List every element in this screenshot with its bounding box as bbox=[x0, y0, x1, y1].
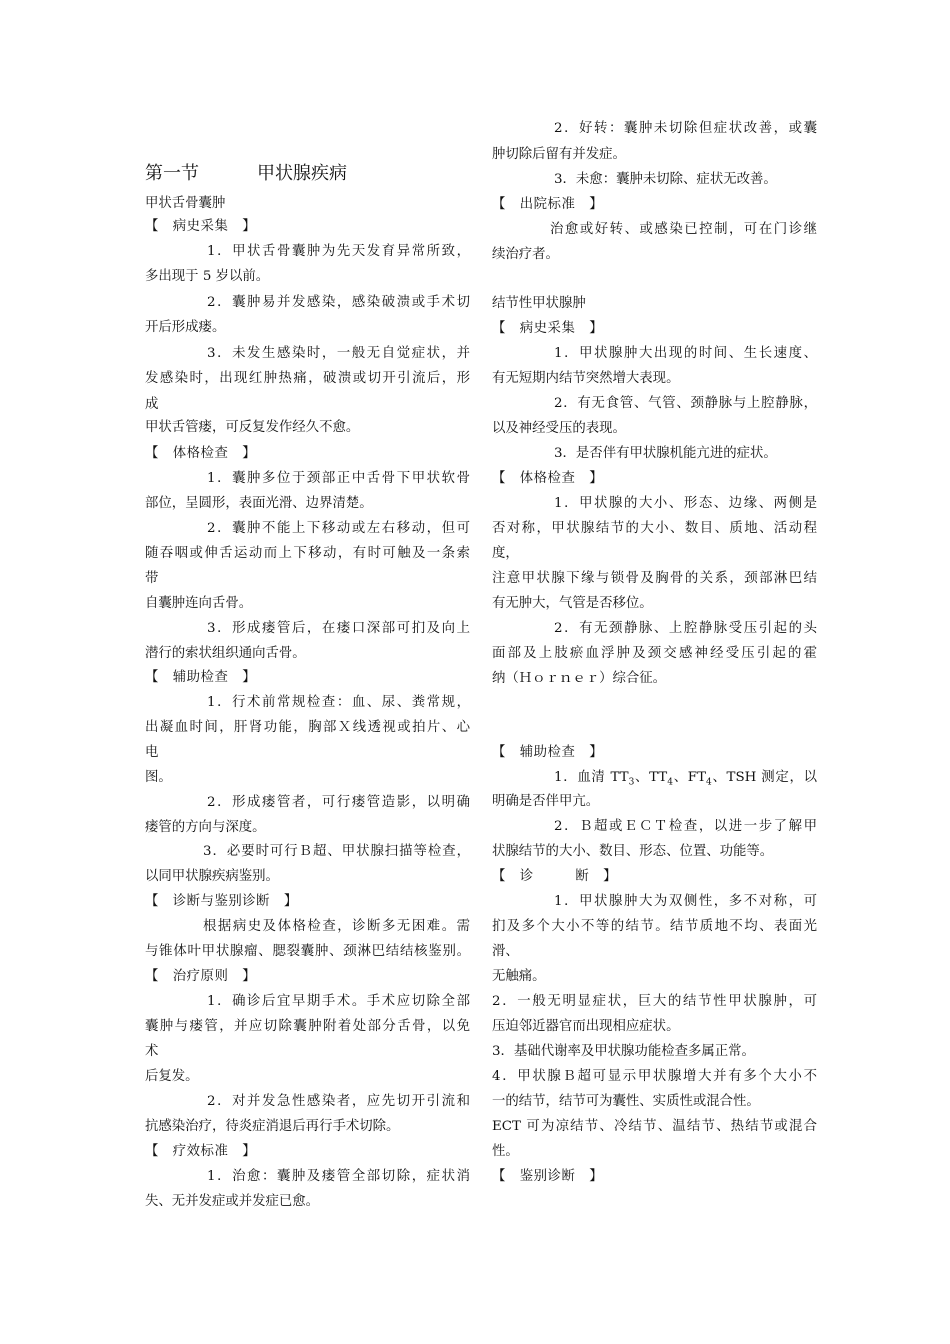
text-line: 治愈或好转、或感染已控制，可在门诊继 bbox=[550, 222, 817, 237]
text-line: 3．必要时可行Ｂ超、甲状腺扫描等检查， bbox=[203, 844, 470, 859]
text-line: 失、无并发症或并发症已愈。 bbox=[145, 1194, 320, 1209]
text-line: 抗感染治疗，待炎症消退后再行手术切除。 bbox=[145, 1119, 400, 1134]
text-line: 1．囊肿多位于颈部正中舌骨下甲状软骨 bbox=[207, 471, 470, 486]
text-line: 3．未愈：囊肿未切除、症状无改善。 bbox=[554, 172, 777, 187]
text-line: 滑、 bbox=[492, 944, 519, 959]
section-heading: 【 出院标准 】 bbox=[492, 197, 604, 212]
text-line: 成 bbox=[145, 397, 159, 412]
text-line: 出凝血时间，肝肾功能，胸部Ｘ线透视或拍片、心 bbox=[145, 720, 470, 735]
text-line: 1．甲状腺肿大为双侧性，多不对称，可 bbox=[554, 894, 817, 909]
text-line: 度， bbox=[492, 546, 519, 561]
section-heading: 【 病史采集 】 bbox=[492, 321, 604, 336]
text-line: 有无肿大，气管是否移位。 bbox=[492, 596, 653, 611]
section-heading: 【 诊 断 】 bbox=[492, 869, 618, 884]
text-line: 续治疗者。 bbox=[492, 247, 559, 262]
text-line: 4．甲状腺Ｂ超可显示甲状腺增大并有多个大小不 bbox=[492, 1069, 817, 1084]
text-line: 以同甲状腺疾病鉴别。 bbox=[145, 869, 279, 884]
text-line: ECT 可为凉结节、冷结节、温结节、热结节或混合 bbox=[492, 1119, 817, 1134]
text-line: 2．有无颈静脉、上腔静脉受压引起的头 bbox=[554, 621, 817, 636]
text-line: 3．基础代谢率及甲状腺功能检查多属正常。 bbox=[492, 1044, 755, 1059]
text-line: 1．甲状腺肿大出现的时间、生长速度、 bbox=[554, 346, 817, 361]
text-line: 根据病史及体格检查，诊断多无困难。需 bbox=[203, 919, 470, 934]
text-line: 有无短期内结节突然增大表现。 bbox=[492, 371, 680, 386]
text-line: 1．治愈：囊肿及瘘管全部切除，症状消 bbox=[207, 1169, 470, 1184]
section-heading: 【 诊断与鉴别诊断 】 bbox=[145, 894, 298, 909]
text-line: 1．行术前常规检查：血、尿、粪常规， bbox=[207, 695, 470, 710]
text-line: 甲状舌管瘘，可反复发作经久不愈。 bbox=[145, 420, 360, 435]
text-line: 无触痛。 bbox=[492, 969, 546, 984]
text-line: 发感染时，出现红肿热痛，破溃或切开引流后，形 bbox=[145, 371, 470, 386]
text-line: 开后形成瘘。 bbox=[145, 320, 226, 335]
text-line: 结节性甲状腺肿 bbox=[492, 296, 586, 311]
text-line: 2．一般无明显症状，巨大的结节性甲状腺肿，可 bbox=[492, 994, 817, 1009]
text-line: 性。 bbox=[492, 1144, 519, 1159]
text-line: 自囊肿连向舌骨。 bbox=[145, 596, 253, 611]
section-heading: 【 体格检查 】 bbox=[145, 446, 257, 461]
text-line: 一的结节，结节可为囊性、实质性或混合性。 bbox=[492, 1094, 760, 1109]
text-line: 瘘管的方向与深度。 bbox=[145, 820, 266, 835]
text-line: 与锥体叶甲状腺瘤、腮裂囊肿、颈淋巴结结核鉴别。 bbox=[145, 944, 470, 959]
text-line: 否对称，甲状腺结节的大小、数目、质地、活动程 bbox=[492, 521, 817, 536]
section-heading: 【 治疗原则 】 bbox=[145, 969, 257, 984]
text-line: 状腺结节的大小、数目、形态、位置、功能等。 bbox=[492, 844, 774, 859]
text-line: 2．有无食管、气管、颈静脉与上腔静脉， bbox=[554, 396, 817, 411]
text-line: 甲状舌骨囊肿 bbox=[145, 196, 226, 211]
section-heading: 【 疗效标准 】 bbox=[145, 1144, 257, 1159]
text-line: 2．囊肿易并发感染，感染破溃或手术切 bbox=[207, 295, 470, 310]
text-line: 2．好转：囊肿未切除但症状改善，或囊 bbox=[554, 121, 817, 136]
section-subject: 甲状腺疾病 bbox=[257, 163, 347, 184]
text-line: 电 bbox=[145, 745, 159, 760]
text-line: 1．确诊后宜早期手术。手术应切除全部 bbox=[207, 994, 470, 1009]
text-line: 纳（Ｈｏｒｎｅｒ）综合征。 bbox=[492, 671, 667, 686]
section-heading: 【 辅助检查 】 bbox=[145, 670, 257, 685]
text-line: 2．囊肿不能上下移动或左右移动，但可 bbox=[207, 521, 470, 536]
text-line: 3．是否伴有甲状腺机能亢进的症状。 bbox=[554, 446, 777, 461]
text-line: 注意甲状腺下缘与锁骨及胸骨的关系，颈部淋巴结 bbox=[492, 571, 817, 586]
text-line: 2．Ｂ超或ＥＣＴ检查，以进一步了解甲 bbox=[554, 819, 817, 834]
text-line: 1．血清 $TT_3$、$TT_4$、$FT_4$、TSH 测定，以 bbox=[554, 770, 817, 788]
text-line: 3．未发生感染时，一般无自觉症状，并 bbox=[207, 346, 470, 361]
text-line: 明确是否伴甲亢。 bbox=[492, 794, 600, 809]
text-line: 压迫邻近器官而出现相应症状。 bbox=[492, 1019, 680, 1034]
text-line: 囊肿与瘘管，并应切除囊肿附着处部分舌骨，以免 bbox=[145, 1019, 470, 1034]
section-heading: 【 鉴别诊断 】 bbox=[492, 1169, 604, 1184]
text-line: 面部及上肢瘀血浮肿及颈交感神经受压引起的霍 bbox=[492, 646, 817, 661]
text-line: 术 bbox=[145, 1044, 159, 1059]
section-heading: 【 辅助检查 】 bbox=[492, 745, 604, 760]
text-line: 扪及多个大小不等的结节。结节质地不均、表面光 bbox=[492, 919, 817, 934]
text-line: 1．甲状腺的大小、形态、边缘、两侧是 bbox=[554, 496, 817, 511]
text-line: 2．形成瘘管者，可行瘘管造影，以明确 bbox=[207, 795, 470, 810]
text-line: 多出现于 5 岁以前。 bbox=[145, 269, 270, 284]
text-line: 后复发。 bbox=[145, 1069, 199, 1084]
section-heading: 【 体格检查 】 bbox=[492, 471, 604, 486]
text-line: 2．对并发急性感染者，应先切开引流和 bbox=[207, 1094, 470, 1109]
text-line: 肿切除后留有并发症。 bbox=[492, 147, 626, 162]
text-line: 带 bbox=[145, 571, 159, 586]
text-line: 以及神经受压的表现。 bbox=[492, 421, 626, 436]
text-line: 随吞咽或伸舌运动而上下移动，有时可触及一条索 bbox=[145, 546, 470, 561]
section-number: 第一节 bbox=[145, 163, 199, 184]
section-heading: 【 病史采集 】 bbox=[145, 219, 257, 234]
section-title bbox=[145, 163, 470, 185]
text-line: 潜行的索状组织通向舌骨。 bbox=[145, 646, 306, 661]
text-line: 图。 bbox=[145, 770, 172, 785]
text-line: 1．甲状舌骨囊肿为先天发育异常所致， bbox=[207, 244, 470, 259]
text-line: 3．形成瘘管后，在瘘口深部可扪及向上 bbox=[207, 621, 470, 636]
text-line: 部位，呈圆形，表面光滑、边界清楚。 bbox=[145, 496, 373, 511]
